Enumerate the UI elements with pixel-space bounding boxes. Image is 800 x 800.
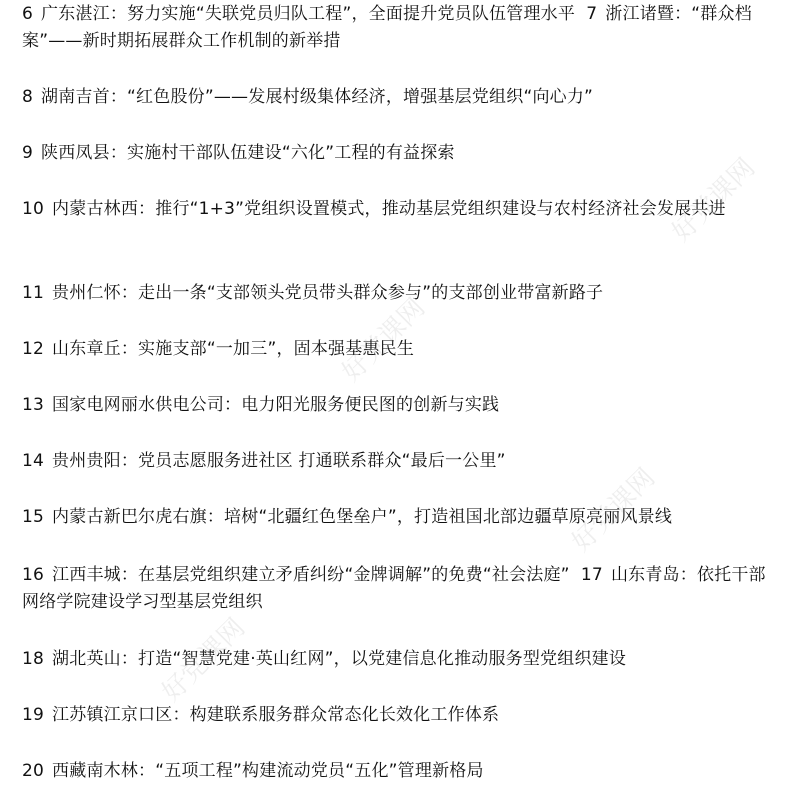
item-text: 西藏南木林：“五项工程”构建流动党员“五化”管理新格局 — [52, 761, 484, 781]
list-item — [22, 758, 782, 785]
item-number: 18 — [22, 649, 45, 669]
item-number: 13 — [22, 395, 45, 415]
item-number: 15 — [22, 507, 45, 527]
watermark: 好党课网 — [336, 292, 432, 388]
item-number: 16 — [22, 565, 45, 585]
item-text: 山东章丘：实施支部“一加三”，固本强基惠民生 — [52, 339, 415, 359]
item-text: 贵州贵阳：党员志愿服务进社区 打通联系群众“最后一公里” — [52, 451, 506, 471]
item-number: 7 — [586, 4, 598, 24]
item-number: 12 — [22, 339, 45, 359]
list-item — [22, 336, 782, 363]
item-text: 内蒙古新巴尔虎右旗：培树“北疆红色堡垒户”，打造祖国北部边疆草原亮丽风景线 — [52, 507, 673, 527]
list-item — [22, 646, 782, 673]
item-text: 浙江诸暨：“群众档案”——新时期拓展群众工作机制的新举措 — [22, 4, 752, 51]
list-item — [22, 84, 782, 111]
list-item — [22, 1, 782, 55]
item-text: 湖北英山：打造“智慧党建·英山红网”，以党建信息化推动服务型党组织建设 — [52, 649, 627, 669]
list-item — [22, 448, 782, 475]
list-item — [22, 562, 782, 616]
item-number: 10 — [22, 199, 45, 219]
list-item — [22, 702, 782, 729]
item-number: 14 — [22, 451, 45, 471]
item-text: 陕西凤县：实施村干部队伍建设“六化”工程的有益探索 — [41, 143, 455, 163]
list-item — [22, 140, 782, 167]
item-number: 8 — [22, 87, 34, 107]
item-text: 江苏镇江京口区：构建联系服务群众常态化长效化工作体系 — [52, 705, 500, 725]
watermark: 好党课网 — [666, 152, 762, 248]
item-number: 17 — [580, 565, 603, 585]
item-number: 19 — [22, 705, 45, 725]
list-item — [22, 196, 782, 223]
watermark: 好党课网 — [566, 462, 662, 558]
item-text: 广东湛江：努力实施“失联党员归队工程”，全面提升党员队伍管理水平 — [41, 4, 576, 24]
item-text: 内蒙古林西：推行“1+3”党组织设置模式，推动基层党组织建设与农村经济社会发展共进 — [52, 199, 726, 219]
item-number: 9 — [22, 143, 34, 163]
item-text: 湖南吉首：“红色股份”——发展村级集体经济，增强基层党组织“向心力” — [41, 87, 594, 107]
item-text: 国家电网丽水供电公司：电力阳光服务便民图的创新与实践 — [52, 395, 500, 415]
watermark: 好党课网 — [156, 612, 252, 708]
list-item — [22, 392, 782, 419]
item-number: 6 — [22, 4, 34, 24]
item-number: 11 — [22, 283, 45, 303]
item-text: 江西丰城：在基层党组织建立矛盾纠纷“金牌调解”的免费“社会法庭” — [52, 565, 570, 585]
list-item — [22, 504, 782, 531]
item-text: 山东青岛：依托干部网络学院建设学习型基层党组织 — [22, 565, 766, 612]
item-text: 贵州仁怀：走出一条“支部领头党员带头群众参与”的支部创业带富新路子 — [52, 283, 604, 303]
list-item — [22, 280, 782, 307]
item-number: 20 — [22, 761, 45, 781]
